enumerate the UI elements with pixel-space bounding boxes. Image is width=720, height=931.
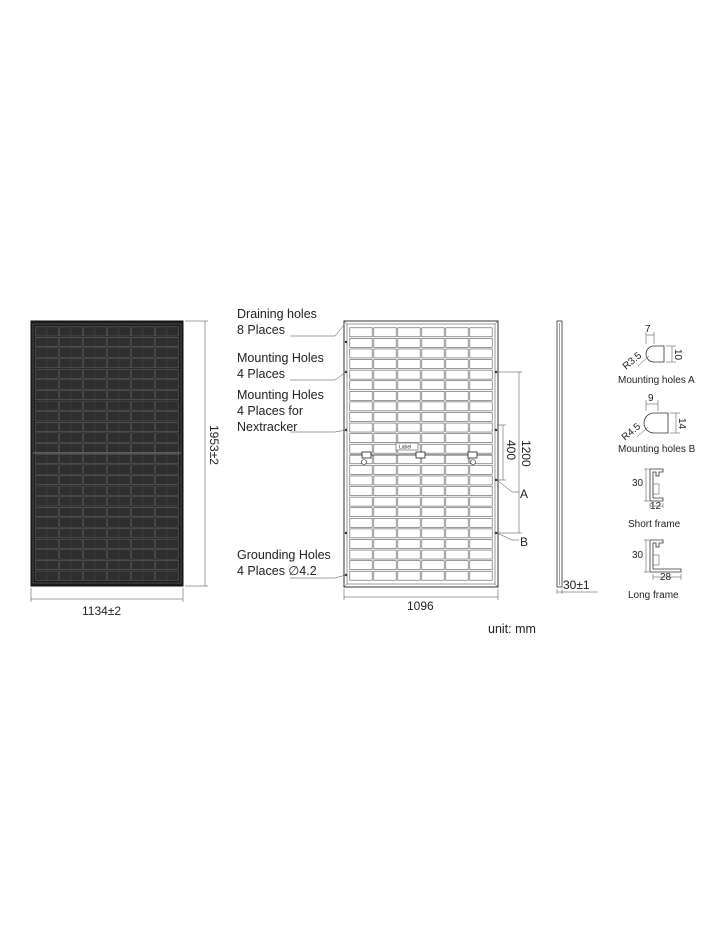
junction-box-center bbox=[416, 452, 425, 458]
unit-label: unit: mm bbox=[488, 622, 536, 636]
mounting-spacing-1200: 1200 bbox=[519, 440, 533, 467]
draining-holes-label: Draining holes bbox=[237, 307, 317, 321]
nextracker-holes-label: Mounting Holes bbox=[237, 388, 324, 402]
nextracker-holes-name: Nextracker bbox=[237, 420, 298, 434]
thickness-dim: 30±1 bbox=[563, 578, 590, 592]
long-frame-height: 30 bbox=[632, 550, 644, 561]
hole-b-radius: R4.5 bbox=[619, 421, 644, 444]
grounding-holes-count: 4 Places ∅4.2 bbox=[237, 564, 317, 578]
front-view bbox=[31, 321, 221, 618]
grounding-holes-label: Grounding Holes bbox=[237, 548, 331, 562]
front-width-dim: 1134±2 bbox=[82, 604, 122, 618]
long-frame-width: 28 bbox=[660, 572, 672, 583]
mounting-holes-count: 4 Places bbox=[237, 367, 285, 381]
grounding-hole-right bbox=[471, 460, 476, 465]
back-width-dim: 1096 bbox=[407, 599, 434, 613]
hole-b-width: 9 bbox=[648, 393, 654, 404]
hole-a-height: 10 bbox=[672, 349, 683, 361]
detail-marker-b: B bbox=[520, 535, 529, 549]
draining-holes-count: 8 Places bbox=[237, 323, 285, 337]
hole-b-height: 14 bbox=[676, 418, 687, 430]
detail-short-frame bbox=[628, 469, 681, 530]
grounding-hole-left bbox=[362, 460, 367, 465]
long-frame-caption: Long frame bbox=[628, 590, 679, 601]
front-height-dim: 1953±2 bbox=[207, 425, 221, 465]
hole-a-radius: R3.5 bbox=[620, 350, 645, 373]
detail-mounting-hole-a bbox=[618, 324, 695, 386]
back-view bbox=[237, 307, 533, 613]
hole-b-caption: Mounting holes B bbox=[618, 444, 696, 455]
junction-box-right bbox=[468, 452, 477, 458]
detail-mounting-hole-b bbox=[618, 393, 696, 455]
short-frame-caption: Short frame bbox=[628, 519, 681, 530]
short-frame-height: 30 bbox=[632, 478, 644, 489]
detail-long-frame bbox=[628, 540, 681, 601]
hole-a-caption: Mounting holes A bbox=[618, 375, 695, 386]
mounting-holes-label: Mounting Holes bbox=[237, 351, 324, 365]
short-frame-width: 12 bbox=[650, 501, 662, 512]
detail-marker-a: A bbox=[520, 487, 529, 501]
side-view bbox=[557, 321, 598, 594]
label-plate-text: Label bbox=[399, 444, 412, 451]
hole-a-width: 7 bbox=[645, 324, 651, 335]
mounting-spacing-400: 400 bbox=[504, 440, 518, 461]
nextracker-holes-count: 4 Places for bbox=[237, 404, 304, 418]
junction-box-left bbox=[362, 452, 371, 458]
